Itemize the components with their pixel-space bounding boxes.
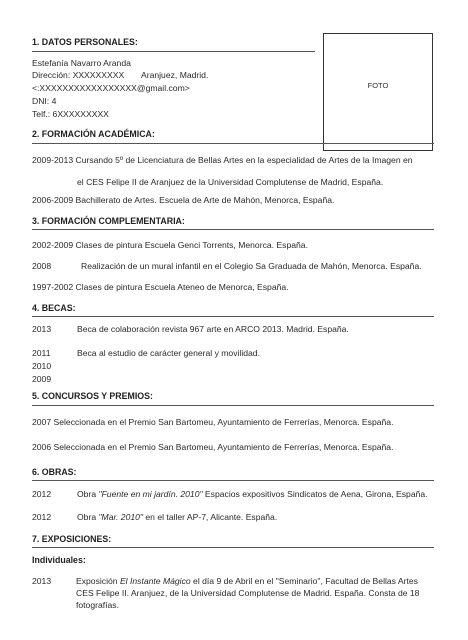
section-rule bbox=[32, 143, 434, 144]
academic-entry-1-cont: el CES Felipe II de Aranjuez de la Universidad Complutense de Madrid, España. bbox=[77, 177, 384, 187]
section-rule bbox=[32, 405, 434, 406]
address-city: Aranjuez, Madrid. bbox=[141, 70, 209, 80]
grant-entry-1: Beca de colaboración revista 967 arte en ARCO 2013. Madrid. España. bbox=[77, 324, 349, 334]
email: <:XXXXXXXXXXXXXXXXX@gmail.com> bbox=[32, 83, 190, 93]
work-year-2: 2012 bbox=[32, 512, 52, 522]
section-heading-grants: 4. BECAS: bbox=[32, 303, 76, 313]
full-name: Estefanía Navarro Aranda bbox=[32, 58, 131, 68]
phone: Telf.: 6XXXXXXXXX bbox=[32, 109, 109, 119]
complementary-entry-2: Realización de un mural infantil en el Colegio Sa Graduada de Mahón, Menorca. España. bbox=[81, 261, 422, 271]
photo-label: FOTO bbox=[367, 81, 389, 90]
grant-year-4: 2009 bbox=[32, 374, 52, 384]
grant-entry-2: Beca al estudio de carácter general y movilidad. bbox=[77, 348, 260, 358]
grant-year-1: 2013 bbox=[32, 324, 52, 334]
academic-entry-2: 2006-2009 Bachillerato de Artes. Escuela de Arte de Mahón, Menorca, España. bbox=[32, 195, 335, 205]
dni: DNI: 4 bbox=[32, 96, 57, 106]
section-heading-exhibitions: 7. EXPOSICIONES: bbox=[32, 534, 112, 544]
subheading-individual: Individuales: bbox=[32, 555, 86, 565]
complementary-entry-2-year: 2008 bbox=[32, 261, 52, 271]
work-entry-2: Obra "Mar. 2010" en el taller AP-7, Alicante. España. bbox=[77, 512, 278, 522]
section-rule bbox=[32, 51, 315, 52]
exhibition-entry-1-cont: CES Felipe II. Aranjuez, de la Universidad Complutense de Madrid. España. Consta de 18 bbox=[76, 588, 420, 598]
photo-placeholder bbox=[323, 33, 433, 151]
address: Dirección: XXXXXXXXX bbox=[32, 70, 125, 80]
work-year-1: 2012 bbox=[32, 489, 52, 499]
section-heading-academic: 2. FORMACIÓN ACADÉMICA: bbox=[32, 129, 155, 139]
award-entry-2: 2006 Seleccionada en el Premio San Bartomeu, Ayuntamiento de Ferrerías, Menorca. España. bbox=[32, 442, 394, 452]
grant-year-2: 2011 bbox=[32, 348, 51, 358]
section-heading-complementary: 3. FORMACIÓN COMPLEMENTARIA: bbox=[32, 216, 185, 226]
work-entry-1: Obra "Fuente en mi jardín. 2010" Espacios expositivos Sindicatos de Aena, Girona, España. bbox=[77, 489, 428, 499]
section-rule bbox=[32, 229, 434, 230]
exhibition-entry-1-cont2: fotografías. bbox=[76, 600, 119, 610]
award-entry-1: 2007 Seleccionada en el Premio San Bartomeu, Ayuntamiento de Ferrerías, Menorca. España. bbox=[32, 417, 394, 427]
section-heading-personal: 1. DATOS PERSONALES: bbox=[32, 37, 138, 47]
section-rule bbox=[32, 547, 434, 548]
academic-entry-1: 2009-2013 Cursando 5º de Licenciatura de Bellas Artes en la especialidad de Artes de la Imagen en bbox=[32, 155, 413, 165]
exhibition-year-1: 2013 bbox=[32, 576, 52, 586]
grant-year-3: 2010 bbox=[32, 361, 52, 371]
complementary-entry-3: 1997-2002 Clases de pintura Escuela Ateneo de Menorca, España. bbox=[32, 282, 289, 292]
section-heading-works: 6. OBRAS: bbox=[32, 467, 77, 477]
exhibition-entry-1: Exposición El Instante Mágico el día 9 de Abril en el "Seminario", Facultad de Bellas Artes bbox=[76, 576, 418, 586]
section-heading-awards: 5. CONCURSOS Y PREMIOS: bbox=[32, 391, 153, 401]
section-rule bbox=[32, 480, 434, 481]
complementary-entry-1: 2002-2009 Clases de pintura Escuela Genci Torrents, Menorca. España. bbox=[32, 240, 308, 250]
section-rule bbox=[32, 316, 434, 317]
